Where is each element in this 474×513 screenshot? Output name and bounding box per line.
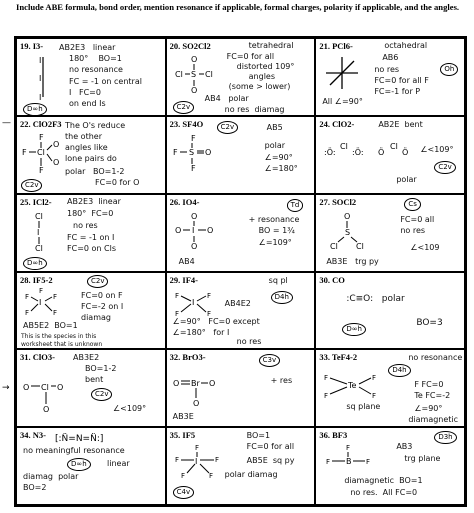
- svg-text:F: F: [346, 444, 351, 453]
- note-line: AB3E: [172, 412, 194, 422]
- point-group-oval: C2v: [173, 101, 194, 114]
- note-line: AB3E2: [73, 353, 100, 363]
- cell-title: 35. IF5: [169, 430, 196, 441]
- lewis-structure: [21, 368, 69, 418]
- note-line: lone pairs do: [65, 153, 117, 163]
- point-group-oval: C2v: [21, 179, 42, 192]
- lewis-structure: [173, 53, 218, 98]
- svg-text:F: F: [206, 309, 211, 318]
- point-group-oval: C4v: [173, 486, 194, 499]
- note-line: AB5E sq py: [246, 456, 295, 466]
- note-line: the other: [65, 131, 102, 141]
- svg-text:F: F: [180, 472, 185, 481]
- svg-text:F: F: [174, 291, 179, 300]
- cell-20: [166, 38, 316, 116]
- svg-text:Ö: Ö: [402, 147, 409, 157]
- point-group-oval: C2v: [217, 121, 238, 134]
- svg-text:F: F: [25, 292, 30, 301]
- lewis-structure: [322, 442, 376, 476]
- note-line: AB4 polar: [204, 94, 249, 103]
- svg-text:O: O: [190, 55, 197, 64]
- svg-text:F: F: [324, 374, 329, 383]
- note-line: 180° FC=0: [67, 208, 114, 218]
- svg-text::Ö:: :Ö:: [352, 147, 364, 157]
- cell-25: [16, 194, 166, 272]
- cell-title: 26. IO4-: [169, 196, 200, 207]
- cell-title: 24. ClO2-: [319, 118, 355, 129]
- note-line: BO = 1¾: [258, 225, 295, 235]
- svg-text:Cl: Cl: [390, 141, 399, 151]
- cell-title: 23. SF4O: [169, 118, 204, 129]
- cell-title: 22. ClO2F3: [20, 118, 62, 129]
- note-line: AB5: [266, 122, 283, 132]
- note-line: ∠=180° for I: [172, 327, 230, 337]
- note-line: AB6: [382, 53, 399, 62]
- note-line: polar diamag: [224, 470, 278, 480]
- note-line: angles: [248, 72, 276, 81]
- cell-title: 28. IF5-2: [20, 274, 53, 285]
- svg-text:O: O: [174, 225, 181, 235]
- note-line: BO=2: [23, 483, 47, 493]
- svg-text:F: F: [366, 458, 371, 467]
- cell-title: 33. TeF4-2: [319, 352, 358, 363]
- note-line: AB4E2: [224, 298, 251, 308]
- lewis-structure: [322, 53, 362, 93]
- cell-35: [166, 427, 316, 505]
- svg-text:F: F: [324, 392, 329, 401]
- svg-text:Cl: Cl: [340, 141, 349, 151]
- cell-21: [315, 38, 465, 116]
- point-group-oval: C2v: [91, 388, 112, 401]
- cell-34: [16, 427, 166, 505]
- svg-text:[:N̈=N=N̈:]: [:N̈=N=N̈:]: [55, 434, 104, 445]
- svg-text:I: I: [39, 93, 42, 102]
- note-line: + res: [270, 376, 293, 386]
- svg-text:I: I: [39, 56, 42, 65]
- svg-text:Cl: Cl: [41, 383, 49, 393]
- svg-text:Cl: Cl: [174, 70, 183, 79]
- note-line: worksheet that is unknown: [21, 340, 103, 348]
- cell-24: [315, 116, 465, 194]
- cell-22: [16, 116, 166, 194]
- note-line: :C≡O: polar: [346, 293, 405, 304]
- point-group-oval: D4h: [388, 364, 410, 377]
- svg-text:F: F: [190, 133, 196, 143]
- note-line: polar BO=1-2: [65, 166, 125, 176]
- note-line: ∠=90°: [264, 152, 293, 162]
- note-line: no res: [400, 225, 426, 235]
- svg-text:I: I: [194, 457, 198, 467]
- svg-text:S: S: [345, 227, 351, 237]
- svg-text:Cl: Cl: [204, 70, 213, 79]
- note-line: AB2E3 linear: [67, 196, 121, 206]
- lewis-structure: [23, 53, 63, 103]
- svg-text:O: O: [57, 383, 64, 393]
- note-line: I FC=0: [69, 88, 101, 97]
- point-group-oval: Oh: [440, 63, 458, 76]
- note-line: ∠=90° FC=0 except: [172, 316, 260, 326]
- svg-text:F: F: [326, 458, 331, 467]
- lewis-structure: [322, 137, 422, 167]
- svg-text:I: I: [37, 227, 40, 237]
- note-line: no res: [73, 220, 98, 230]
- note-line: FC=0 on Cls: [67, 243, 117, 253]
- svg-text:I: I: [191, 297, 195, 307]
- svg-text:O: O: [344, 211, 351, 221]
- svg-text:F: F: [53, 292, 58, 301]
- note-line: sq plane: [346, 402, 381, 412]
- lewis-structure: [171, 131, 215, 175]
- note-line: no res. All FC=0: [350, 488, 418, 498]
- svg-text:O: O: [208, 379, 215, 389]
- svg-text:Cl: Cl: [356, 241, 365, 251]
- note-line: FC=0 for all: [226, 52, 275, 61]
- cell-title: 25. ICl2-: [20, 196, 52, 207]
- note-line: The O's reduce: [65, 120, 126, 130]
- cell-23: [166, 116, 316, 194]
- lewis-structure: [326, 211, 370, 255]
- svg-text:F: F: [214, 456, 219, 465]
- lewis-structure: [21, 287, 65, 321]
- svg-text:O: O: [190, 211, 197, 221]
- svg-text:S: S: [190, 70, 196, 79]
- note-line: diamag polar: [23, 472, 79, 482]
- cell-title: 32. BrO3-: [169, 352, 206, 363]
- lewis-structure: [21, 131, 61, 177]
- point-group-oval: D∞h: [23, 103, 47, 116]
- cell-31: [16, 349, 166, 427]
- note-line: trg plane: [404, 454, 441, 464]
- note-line: FC=0 all: [400, 214, 435, 224]
- note-line: ∠=180°: [264, 163, 298, 173]
- svg-text:Cl: Cl: [35, 243, 43, 253]
- note-line: (some > lower): [228, 82, 291, 91]
- note-line: AB4: [178, 256, 195, 266]
- svg-text:Br: Br: [190, 379, 200, 389]
- lewis-structure: [173, 289, 219, 319]
- svg-text:I: I: [191, 225, 195, 235]
- cell-title: 21. PCl6-: [319, 41, 353, 51]
- cell-26: [166, 194, 316, 272]
- note-line: FC=0 for all: [246, 442, 295, 452]
- cell-title: 30. CO: [319, 274, 345, 285]
- point-group-oval: D∞h: [67, 458, 91, 471]
- note-line: 180° BO=1: [69, 54, 122, 63]
- cell-33: [315, 349, 465, 427]
- cell-30: [315, 272, 465, 350]
- note-line: angles like: [65, 142, 108, 152]
- note-line: ∠<109: [410, 242, 440, 252]
- svg-text:O: O: [206, 225, 213, 235]
- svg-text:F: F: [22, 147, 27, 157]
- note-line: no resonance: [69, 65, 123, 74]
- cell-19: [16, 38, 166, 116]
- svg-text:O: O: [204, 147, 211, 157]
- note-line: no res: [236, 336, 262, 346]
- margin-mark: —: [2, 118, 11, 128]
- point-group-oval: D3h: [434, 431, 456, 444]
- svg-text:F: F: [372, 374, 377, 383]
- note-line: All ∠=90°: [322, 97, 363, 106]
- note-line: AB2E bent: [378, 119, 423, 129]
- svg-text:O: O: [172, 379, 179, 389]
- svg-text:Cl: Cl: [35, 211, 43, 221]
- svg-text:O: O: [43, 405, 50, 415]
- svg-text:F: F: [39, 286, 44, 295]
- note-line: ∠<109°: [420, 144, 454, 154]
- note-line: ∠=90°: [414, 404, 443, 414]
- note-line: diamagnetic BO=1: [344, 476, 423, 486]
- note-line: no meaningful resonance: [23, 446, 125, 456]
- note-line: FC = -1 on I: [67, 232, 115, 242]
- svg-text:I: I: [39, 74, 42, 83]
- cell-27: [315, 194, 465, 272]
- cell-29: [166, 272, 316, 350]
- note-line: FC = -1 on central: [69, 77, 142, 86]
- point-group-oval: Td: [287, 199, 304, 212]
- svg-text:F: F: [174, 456, 179, 465]
- svg-text:F: F: [25, 308, 30, 317]
- svg-text:F: F: [39, 132, 44, 142]
- lewis-structure: [53, 430, 143, 444]
- note-line: no resonance: [408, 353, 463, 363]
- note-line: AB3E trg py: [326, 256, 379, 266]
- cell-36: [315, 427, 465, 505]
- note-line: no res diamag: [224, 105, 285, 114]
- svg-text:O: O: [53, 157, 60, 167]
- note-line: AB3: [396, 442, 413, 452]
- svg-text:O: O: [190, 86, 197, 95]
- note-line: polar: [264, 140, 286, 150]
- svg-text:O: O: [192, 399, 199, 409]
- cell-title: 20. SO2Cl2: [169, 41, 211, 51]
- note-line: F FC=0: [414, 380, 444, 390]
- cell-title: 31. ClO3-: [20, 352, 55, 363]
- cell-title: 34. N3-: [20, 430, 46, 441]
- note-line: BO=1: [246, 431, 271, 441]
- svg-text:F: F: [208, 472, 213, 481]
- note-line: FC=0 for all F: [374, 76, 429, 85]
- cell-28: [16, 272, 166, 350]
- point-group-oval: C3v: [259, 354, 280, 367]
- svg-text::Ö:: :Ö:: [324, 147, 336, 157]
- note-line: ∠<109°: [113, 404, 147, 414]
- note-line: distorted 109°: [236, 62, 295, 71]
- cell-title: 36. BF3: [319, 430, 348, 441]
- point-group-oval: D4h: [271, 291, 293, 304]
- note-line: AB5E2 BO=1: [23, 320, 78, 330]
- svg-text:O: O: [53, 139, 60, 149]
- lewis-structure: [173, 442, 227, 482]
- worksheet-grid: [14, 36, 467, 507]
- note-line: linear: [107, 459, 130, 469]
- svg-text:F: F: [372, 392, 377, 401]
- note-line: sq pl: [268, 275, 288, 285]
- instructions-header: Include ABE formula, bond order, mention resonance if applicable, formal charges, polarity if applicable, and the angles.: [16, 2, 460, 12]
- note-line: FC=0 on F: [81, 290, 123, 300]
- note-line: BO=1-2: [85, 364, 117, 374]
- point-group-oval: C2v: [87, 275, 108, 288]
- note-line: polar: [396, 174, 417, 184]
- note-line: FC=-2 on I: [81, 301, 124, 311]
- svg-text:F: F: [206, 291, 211, 300]
- point-group-oval: C2v: [434, 161, 455, 174]
- point-group-oval: D∞h: [342, 323, 366, 336]
- lewis-structure: [171, 368, 231, 412]
- svg-text:S: S: [188, 147, 194, 157]
- cell-title: 19. I3-: [20, 41, 44, 51]
- note-line: BO=3: [416, 317, 443, 328]
- svg-text:O: O: [190, 241, 197, 251]
- note-line: AB2E3 linear: [59, 43, 116, 52]
- svg-text:Cl: Cl: [37, 147, 45, 157]
- note-line: ∠=109°: [258, 237, 292, 247]
- note-line: + resonance: [248, 214, 300, 224]
- note-line: diamagnetic: [408, 415, 459, 425]
- svg-text:F: F: [194, 444, 199, 453]
- margin-arrow: →: [2, 383, 10, 393]
- cell-title: 29. IF4-: [169, 274, 198, 285]
- note-line: bent: [85, 375, 104, 385]
- svg-text:Te: Te: [348, 381, 357, 391]
- svg-text:I: I: [39, 297, 42, 307]
- note-line: on end Is: [69, 99, 106, 108]
- svg-text:F: F: [53, 308, 58, 317]
- lewis-structure: [25, 209, 55, 253]
- note-line: Te FC=-2: [414, 391, 451, 401]
- note-line: diamag: [81, 312, 111, 322]
- lewis-structure: [322, 372, 382, 400]
- svg-text:B: B: [346, 457, 352, 467]
- note-line: FC=-1 for P: [374, 87, 421, 96]
- lewis-structure: [173, 211, 219, 251]
- svg-text:Ö: Ö: [378, 147, 385, 157]
- svg-text:F: F: [190, 163, 196, 173]
- note-line: FC=0 for O: [95, 177, 140, 187]
- svg-text:O: O: [23, 383, 30, 393]
- note-line: This is the species in this: [21, 332, 97, 340]
- point-group-oval: Cs: [404, 198, 421, 211]
- svg-text:F: F: [39, 165, 44, 175]
- note-line: tetrahedral: [248, 41, 294, 50]
- note-line: octahedral: [384, 41, 428, 50]
- svg-text:F: F: [172, 147, 178, 157]
- svg-text:Cl: Cl: [330, 241, 339, 251]
- cell-title: 27. SOCl2: [319, 196, 357, 207]
- svg-text:F: F: [174, 309, 179, 318]
- note-line: no res: [374, 65, 400, 74]
- point-group-oval: D∞h: [23, 257, 47, 270]
- cell-32: [166, 349, 316, 427]
